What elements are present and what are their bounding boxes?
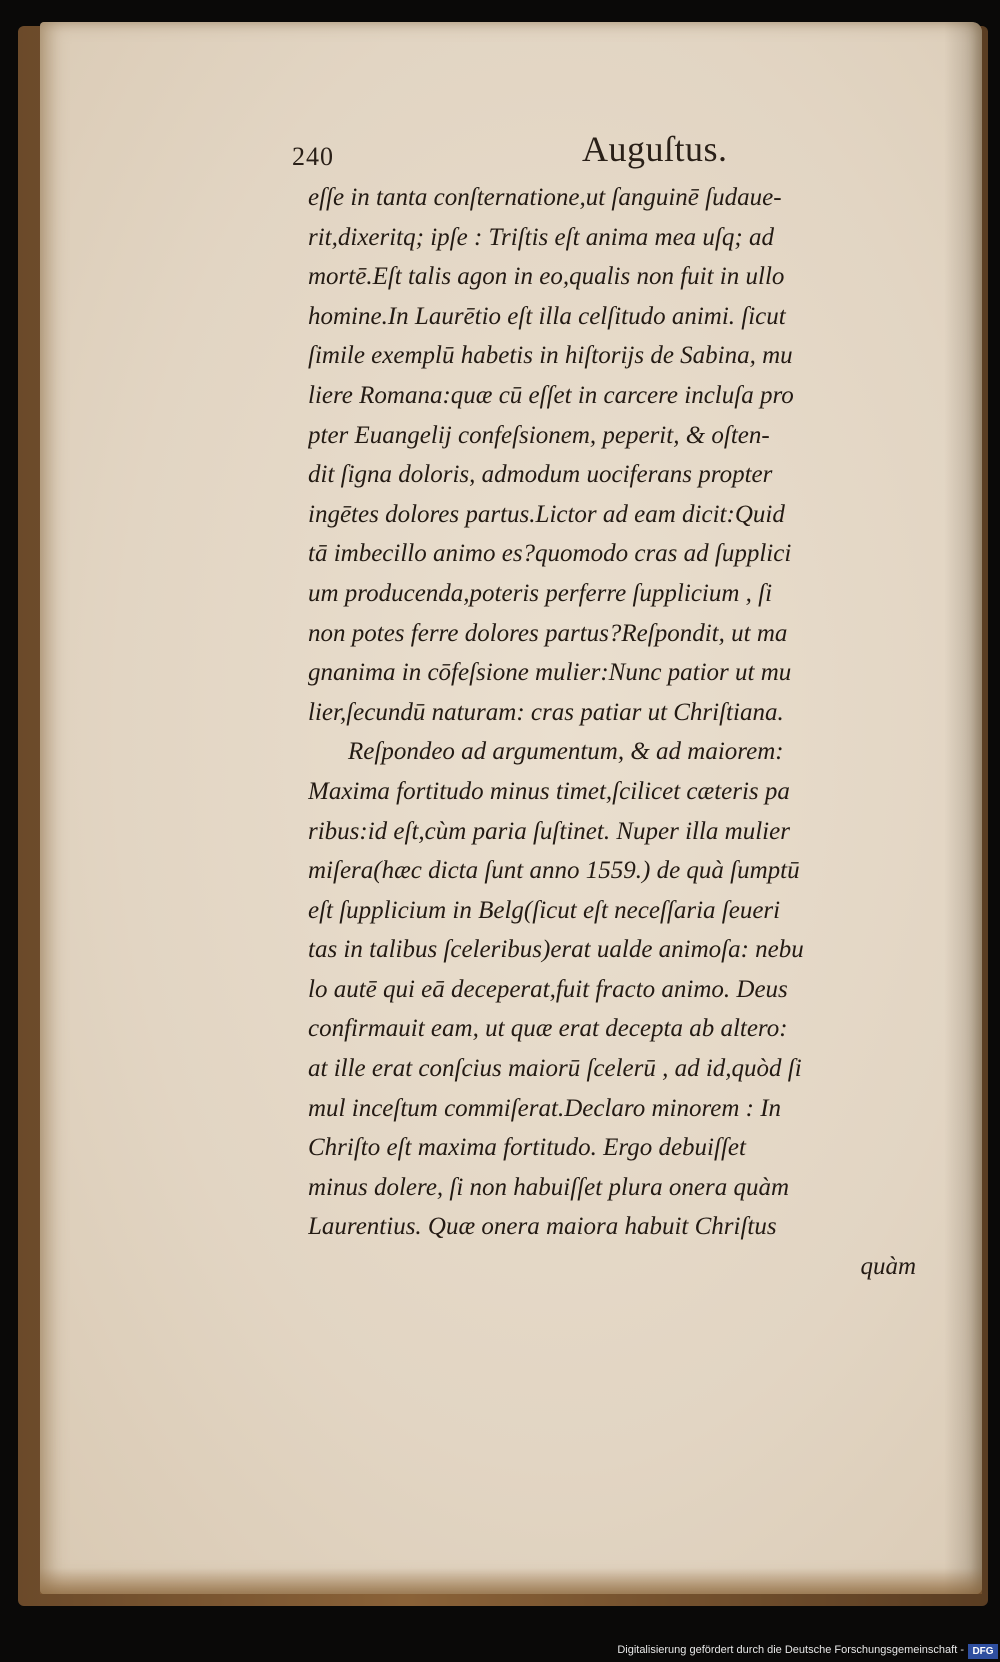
text-line: Maxima fortitudo minus timet,ſcilicet cæteris pa: [308, 777, 790, 805]
text-line: ſimile exemplū habetis in hiſtorijs de Sabina, mu: [308, 342, 793, 370]
text-line: minus dolere, ſi non habuiſſet plura onera quàm: [308, 1173, 789, 1201]
text-line: Chriſto eſt maxima fortitudo. Ergo debuiſſet: [308, 1134, 746, 1162]
text-line: dit ſigna doloris, admodum uociferans propter: [308, 461, 773, 489]
running-head: [292, 128, 772, 178]
dfg-logo: DFG: [968, 1644, 998, 1659]
text-line: lier,ſecundū naturam: cras patiar ut Chriſtiana.: [308, 698, 784, 726]
text-line: ingētes dolores partus.Lictor ad eam dicit:Quid: [308, 500, 785, 528]
text-line-paragraph-start: Reſpondeo ad argumentum, & ad maiorem:: [348, 738, 784, 766]
text-line: non potes ferre dolores partus?Reſpondit, ut ma: [308, 619, 788, 647]
funding-credit: Digitalisierung gefördert durch die Deutsche Forschungsgemeinschaft -: [617, 1644, 964, 1656]
body-text: [308, 178, 948, 1287]
text-line: rit,dixeritq; ipſe : Triſtis eſt anima mea uſq; ad: [308, 223, 774, 251]
text-line: liere Romana:quæ cū eſſet in carcere incluſa pro: [308, 381, 794, 409]
text-line: tas in talibus ſceleribus)erat ualde animoſa: nebu: [308, 936, 804, 964]
text-line: mul inceſtum commiſerat.Declaro minorem : In: [308, 1094, 782, 1122]
page-number: 240: [292, 142, 334, 171]
text-line: eſſe in tanta conſternatione,ut ſanguinē ſudaue-: [308, 184, 782, 211]
text-line: Laurentius. Quæ onera maiora habuit Chriſtus: [308, 1213, 777, 1241]
text-line: um producenda,poteris perferre ſupplicium , ſi: [308, 579, 773, 607]
gutter-shadow: [944, 22, 982, 1594]
text-line: mortē.Eſt talis agon in eo,qualis non fuit in ullo: [308, 263, 785, 291]
text-line: eſt ſupplicium in Belg(ſicut eſt neceſſaria ſeueri: [308, 896, 781, 924]
text-line: gnanima in cōfeſsione mulier:Nunc patior ut mu: [308, 659, 792, 687]
catchword: quàm: [860, 1253, 916, 1281]
text-line: ribus:id eſt,cùm paria ſuſtinet. Nuper illa mulier: [308, 817, 790, 845]
text-line: tā imbecillo animo es?quomodo cras ad ſupplici: [308, 540, 792, 568]
running-title: Auguſtus.: [582, 129, 728, 169]
text-line: at ille erat conſcius maiorū ſcelerū , ad id,quòd ſi: [308, 1055, 802, 1083]
text-line: confirmauit eam, ut quæ erat decepta ab altero:: [308, 1015, 788, 1043]
page-bottom-edge: [40, 1568, 982, 1594]
text-line: pter Euangelij confeſsionem, peperit, & oſten-: [308, 421, 770, 449]
text-line: miſera(hæc dicta ſunt anno 1559.) de quà ſumptū: [308, 857, 800, 885]
footer-bar: [0, 1642, 1000, 1662]
text-line: lo autē qui eā deceperat,fuit fracto animo. Deus: [308, 975, 788, 1003]
text-line: homine.In Laurētio eſt illa celſitudo animi. ſicut: [308, 302, 786, 330]
